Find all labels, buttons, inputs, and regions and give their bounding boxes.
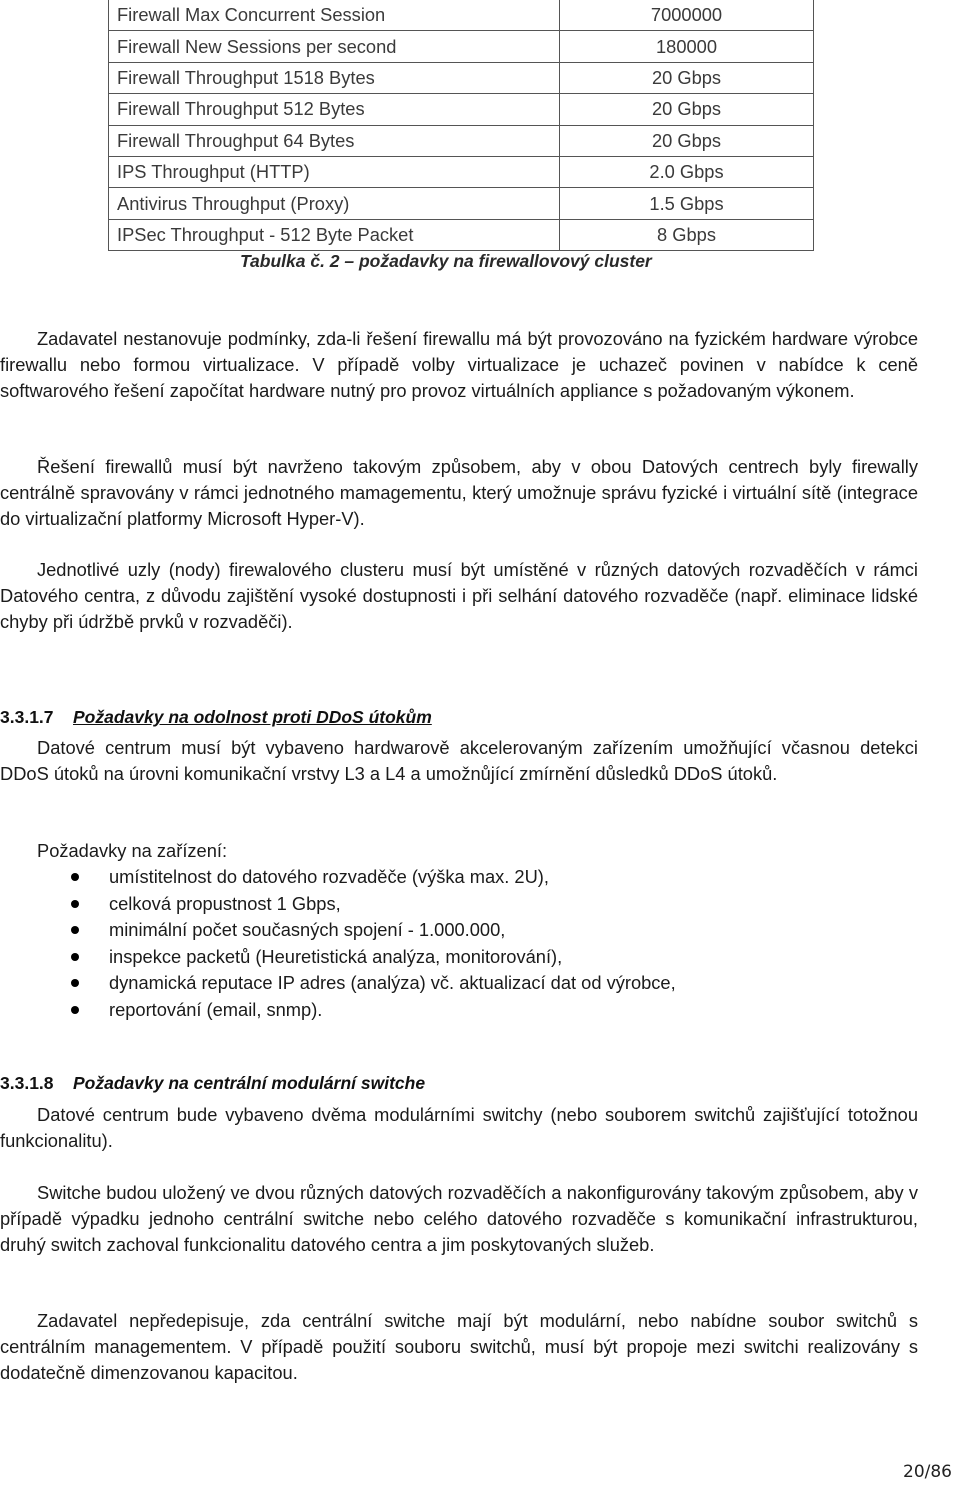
- spec-table: [108, 0, 814, 251]
- spec-label: Antivirus Throughput (Proxy): [109, 188, 560, 219]
- list-item: [0, 944, 676, 971]
- paragraph-ddos-intro: Datové centrum musí být vybaveno hardwarově akcelerovaným zařízením umožňující včasnou detekci DDoS útoků na úrovni komunikační vrstvy L3 a L4 a umožnůjící zmírnění důsledků DDoS útoků.: [0, 737, 918, 784]
- list-item: [0, 997, 676, 1024]
- spec-row: [109, 156, 814, 187]
- bullet-icon: [71, 1006, 79, 1014]
- paragraph-virtualization: Zadavatel nestanovuje podmínky, zda-li řešení firewallu má být provozováno na fyzickém hardware výrobce firewallu nebo formou virtualizace. V případě volby virtualizace je uchazeč povinen v nabídce k ceně softwarového řešení započítat hardware nutný pro provoz virtuálních appliance s požadovaným výkonem.: [0, 328, 918, 401]
- heading-number: 3.3.1.8: [0, 1073, 54, 1093]
- spec-row: [109, 31, 814, 62]
- spec-value: 20 Gbps: [560, 62, 814, 93]
- heading-title: Požadavky na centrální modulární switche: [73, 1073, 426, 1093]
- spec-value: 20 Gbps: [560, 94, 814, 125]
- spec-row: [109, 62, 814, 93]
- paragraph-switch-1: Datové centrum bude vybaveno dvěma modulárními switchy (nebo souborem switchů zajišťující totožnou funkcionalitu).: [0, 1104, 918, 1151]
- list-item-text: celková propustnost 1 Gbps,: [109, 892, 341, 914]
- list-item: [0, 864, 676, 891]
- spec-value: 1.5 Gbps: [560, 188, 814, 219]
- spec-label: Firewall New Sessions per second: [109, 31, 560, 62]
- spec-value: 7000000: [560, 0, 814, 31]
- spec-label: Firewall Throughput 64 Bytes: [109, 125, 560, 156]
- spec-label: Firewall Throughput 512 Bytes: [109, 94, 560, 125]
- spec-value: 2.0 Gbps: [560, 156, 814, 187]
- spec-value: 8 Gbps: [560, 219, 814, 250]
- spec-label: IPSec Throughput - 512 Byte Packet: [109, 219, 560, 250]
- list-item: [0, 970, 676, 997]
- spec-row: [109, 0, 814, 31]
- table-caption: Tabulka č. 2 – požadavky na firewallovový cluster: [240, 251, 652, 271]
- bullet-icon: [71, 873, 79, 881]
- heading-title: Požadavky na odolnost proti DDoS útokům: [73, 707, 432, 727]
- bullet-icon: [71, 926, 79, 934]
- list-item: [0, 891, 676, 918]
- list-item-text: inspekce packetů (Heuretistická analýza, monitorování),: [109, 945, 563, 967]
- spec-label: IPS Throughput (HTTP): [109, 156, 560, 187]
- bullet-icon: [71, 953, 79, 961]
- paragraph-nodes: Jednotlivé uzly (nody) firewalového clusteru musí být umístěné v různých datových rozvaděčích v rámci Datového centra, z důvodu zajištění vysoké dostupnosti i při selhání datového rozvaděče (např. eliminace lidské chyby při údržbě prvků v rozvaděči).: [0, 559, 918, 632]
- spec-row: [109, 125, 814, 156]
- paragraph-switch-3: Zadavatel nepředepisuje, zda centrální switche mají být modulární, nebo nabídne soubor switchů s centrálním managementem. V případě použití souboru switchů, musí být propoje mezi switchi realizovány s dodatečně dimenzovanou kapacitou.: [0, 1310, 918, 1383]
- paragraph-switch-2: Switche budou uložený ve dvou různých datových rozvaděčích a nakonfigurovány takovým způsobem, aby v případě výpadku jednoho centrální switche nebo celého datového rozvaděče s komunikační infrastrukturou, druhý switch zachoval funkcionalitu datového centra a jim poskytovaných služeb.: [0, 1182, 918, 1255]
- requirements-list: [0, 864, 676, 1023]
- spec-value: 180000: [560, 31, 814, 62]
- heading-switch: [0, 1073, 425, 1094]
- spec-label: Firewall Max Concurrent Session: [109, 0, 560, 31]
- page-number: 20/86: [903, 1462, 952, 1482]
- paragraph-management: Řešení firewallů musí být navrženo takovým způsobem, aby v obou Datových centrech byly firewally centrálně spravovány v rámci jednotného mamagementu, který umožnuje správu fyzické i virtuální sítě (integrace do virtualizační platformy Microsoft Hyper-V).: [0, 456, 918, 529]
- list-item: [0, 917, 676, 944]
- list-item-text: reportování (email, snmp).: [109, 998, 323, 1020]
- spec-row: [109, 188, 814, 219]
- list-item-text: dynamická reputace IP adres (analýza) vč. aktualizací dat od výrobce,: [109, 972, 676, 993]
- list-item-text: minimální počet současných spojení - 1.000.000,: [109, 919, 506, 940]
- requirements-heading: Požadavky na zařízení:: [37, 840, 228, 861]
- heading-ddos: [0, 707, 432, 728]
- bullet-icon: [71, 900, 79, 908]
- bullet-icon: [71, 979, 79, 987]
- spec-row: [109, 219, 814, 250]
- spec-value: 20 Gbps: [560, 125, 814, 156]
- spec-label: Firewall Throughput 1518 Bytes: [109, 62, 560, 93]
- heading-number: 3.3.1.7: [0, 707, 54, 727]
- list-item-text: umístitelnost do datového rozvaděče (výška max. 2U),: [109, 866, 549, 887]
- spec-row: [109, 94, 814, 125]
